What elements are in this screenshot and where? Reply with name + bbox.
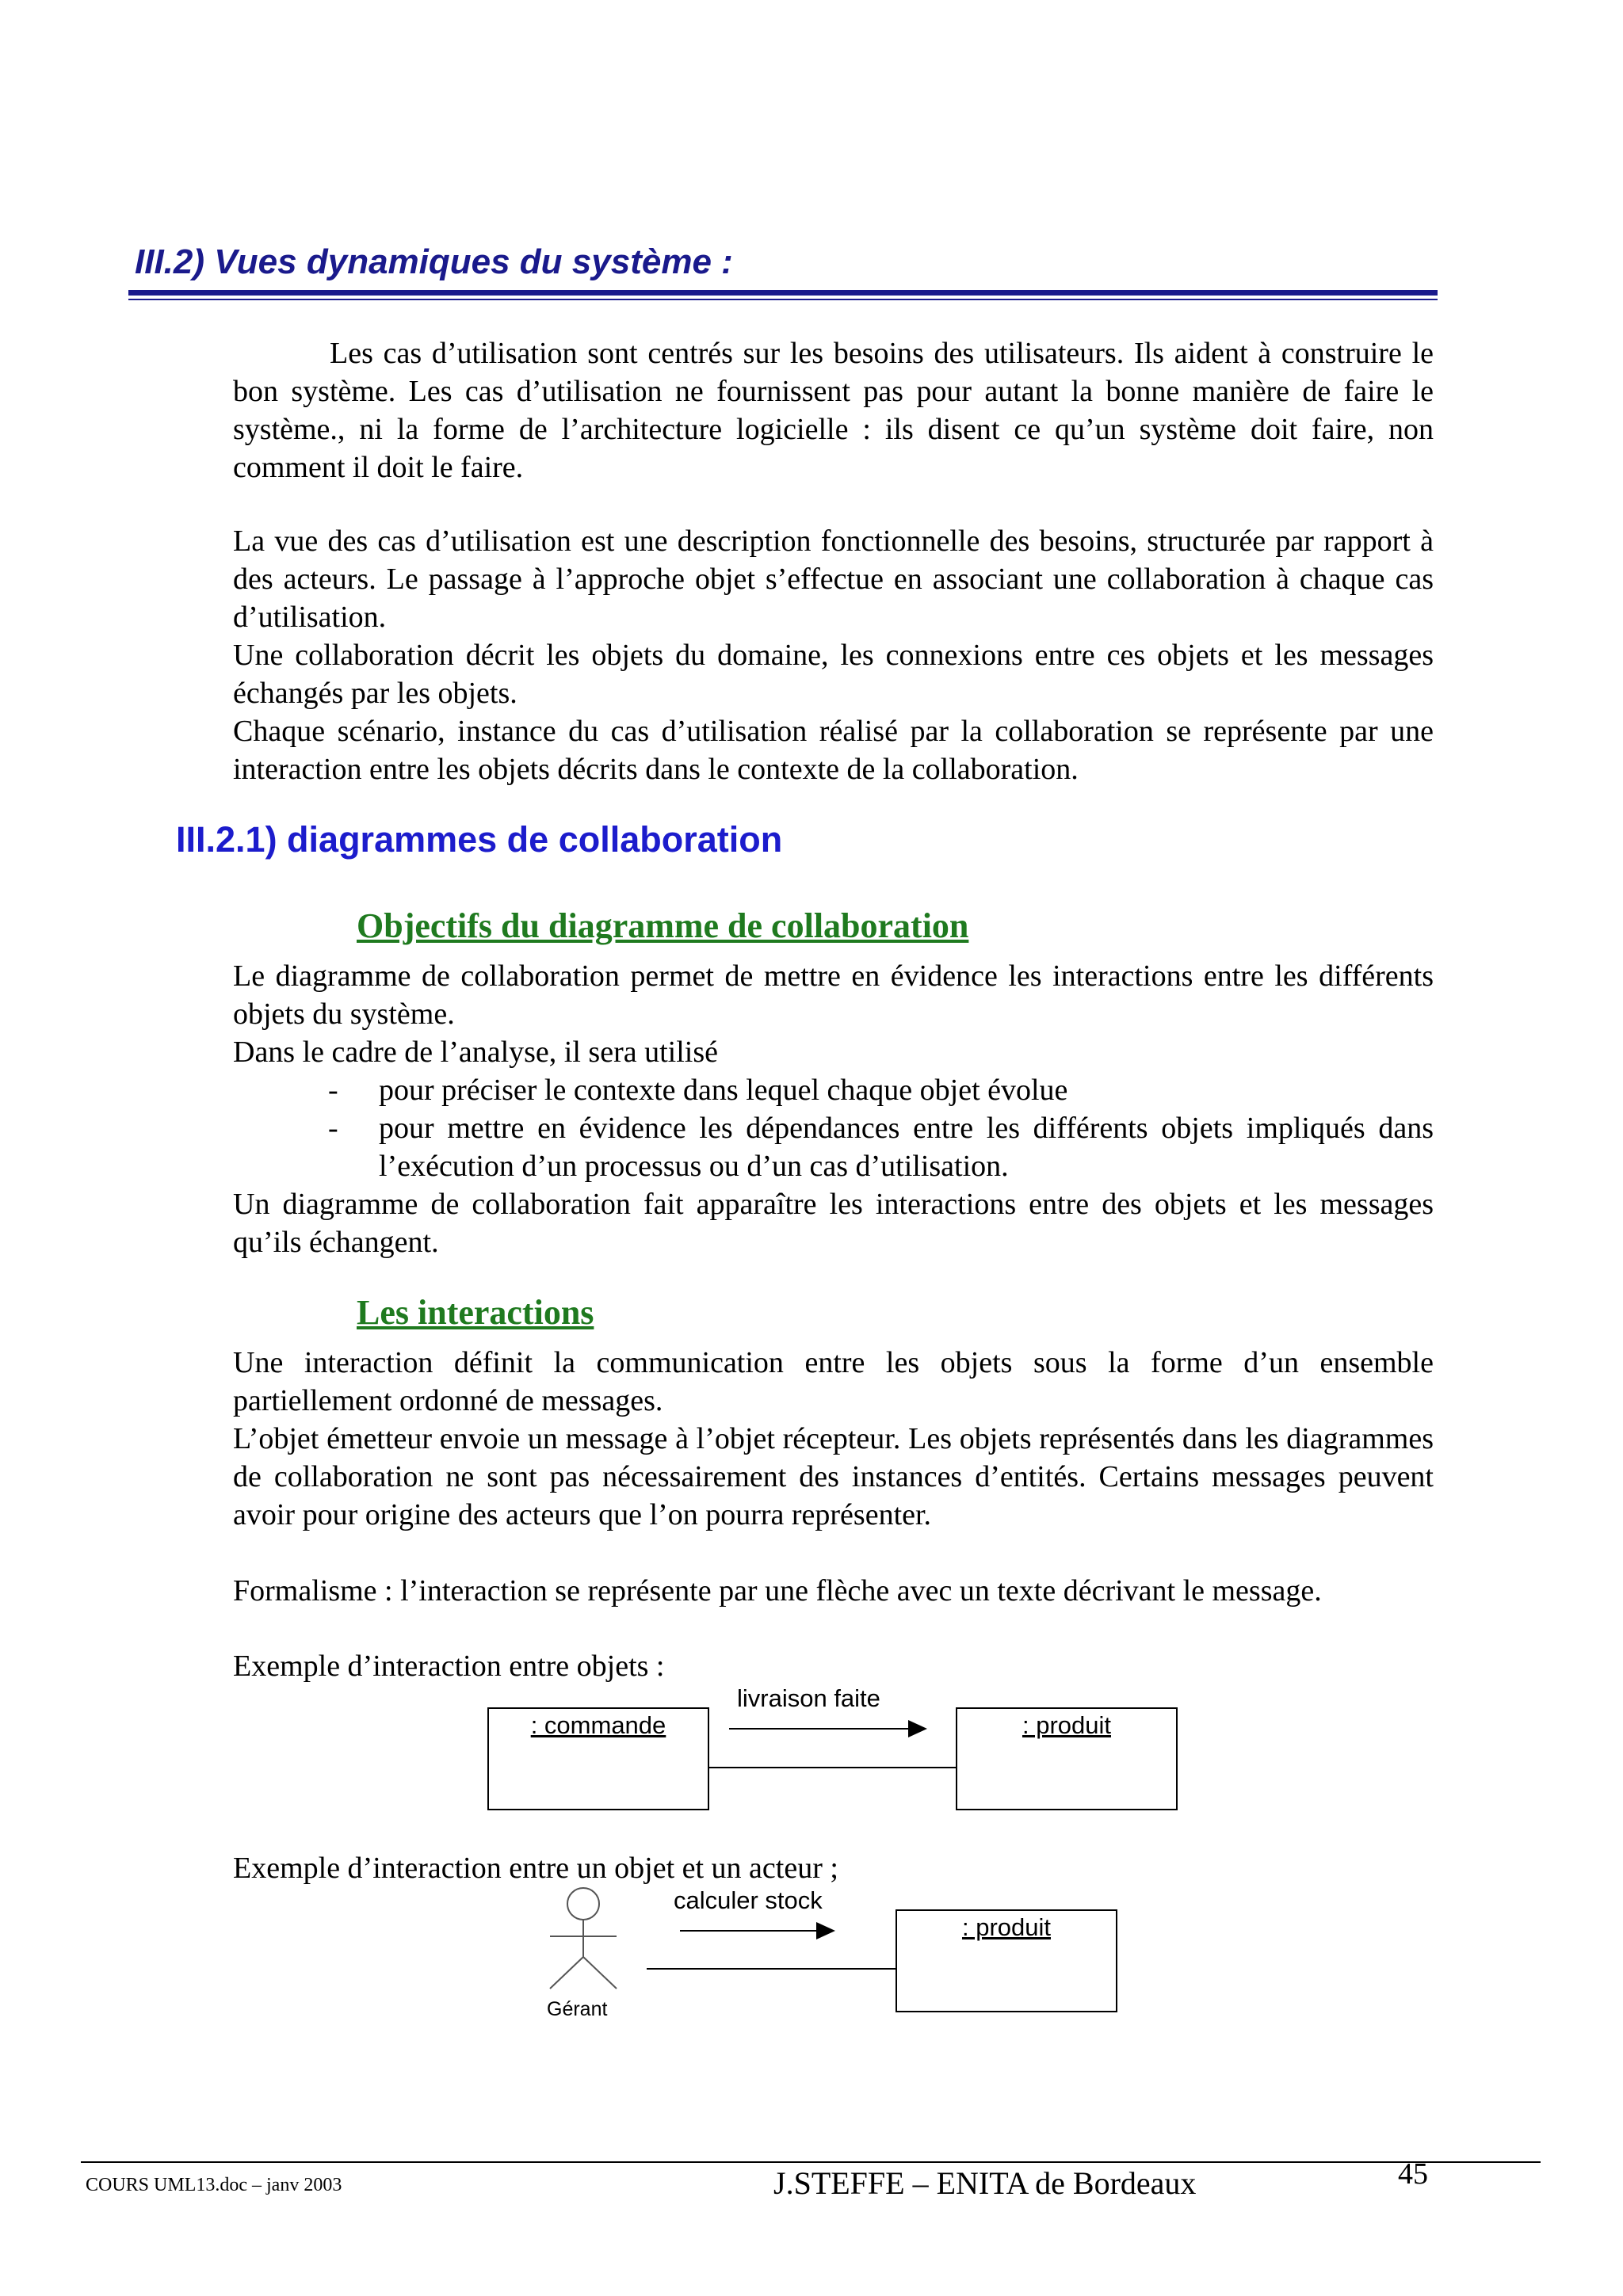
example2-text: Exemple d’interaction entre un objet et un acteur ; bbox=[233, 1852, 838, 1885]
objectifs-heading: Objectifs du diagramme de collaboration bbox=[357, 906, 969, 945]
intro-text-3: Une collaboration décrit les objets du domaine, les connexions entre ces objets et les messages échangés par les objets. bbox=[233, 639, 1434, 710]
list-item-text: pour préciser le contexte dans lequel chaque objet évolue bbox=[379, 1074, 1068, 1107]
formalisme-text: Formalisme : l’interaction se représente par une flèche avec un texte décrivant le message. bbox=[233, 1574, 1322, 1608]
objectifs-text-1: Le diagramme de collaboration permet de mettre en évidence les interactions entre les différents objets du système. bbox=[233, 959, 1434, 1031]
section-title: III.2) Vues dynamiques du système : bbox=[135, 242, 733, 281]
actor-icon bbox=[550, 1888, 617, 1989]
interactions-text-2: L’objet émetteur envoie un message à l’objet récepteur. Les objets représentés dans les diagrammes de collaboration ne sont pas nécessairement des instances d’entités. Certains messages peuvent avoir pour origine des acteurs que l’on pourra représenter. bbox=[233, 1422, 1434, 1531]
object-name-produit: : produit bbox=[961, 1913, 1051, 1941]
page-number: 45 bbox=[1398, 2157, 1428, 2191]
objectifs-text-3: Un diagramme de collaboration fait apparaître les interactions entre des objets et les messages qu’ils échangent. bbox=[233, 1188, 1434, 1259]
actor-name: Gérant bbox=[547, 1998, 608, 2020]
intro-text-1: Les cas d’utilisation sont centrés sur les besoins des utilisateurs. Ils aident à construire le bon système. Les cas d’utilisation ne fournissent pas pour autant la bonne manière de faire le système., ni la forme de l’architecture logicielle : ils disent ce qu’un système doit faire, non comment il doit le faire. bbox=[233, 337, 1434, 484]
message-label: livraison faite bbox=[737, 1684, 880, 1712]
subsection-title: III.2.1) diagrammes de collaboration bbox=[176, 819, 783, 860]
bullet-dash: - bbox=[328, 1074, 338, 1107]
intro-text-2: La vue des cas d’utilisation est une description fonctionnelle des besoins, structurée par rapport à des acteurs. Le passage à l’approche objet s’effectue en associant une collaboration à chaque cas d’utilisation. bbox=[233, 524, 1434, 634]
bullet-dash: - bbox=[328, 1112, 338, 1145]
interactions-text-1: Une interaction définit la communication entre les objets sous la forme d’un ensemble partiellement ordonné de messages. bbox=[233, 1346, 1434, 1417]
example1-text: Exemple d’interaction entre objets : bbox=[233, 1650, 665, 1683]
objectifs-text-2: Dans le cadre de l’analyse, il sera utilisé bbox=[233, 1035, 718, 1069]
object-box-produit bbox=[896, 1909, 1117, 2012]
footer-rule bbox=[81, 2161, 1541, 2163]
footer-document-info: COURS UML13.doc – janv 2003 bbox=[86, 2175, 342, 2195]
interactions-heading: Les interactions bbox=[357, 1293, 594, 1332]
message-label: calculer stock bbox=[674, 1886, 823, 1914]
intro-text-4: Chaque scénario, instance du cas d’utilisation réalisé par la collaboration se représente par une interaction entre les objets décrits dans le contexte de la collaboration. bbox=[233, 715, 1434, 786]
footer-author: J.STEFFE – ENITA de Bordeaux bbox=[773, 2165, 1197, 2201]
object-name-commande: : commande bbox=[530, 1711, 666, 1739]
object-name-produit: : produit bbox=[1022, 1711, 1111, 1739]
list-item-text: pour mettre en évidence les dépendances entre les différents objets impliqués dans l’exécution d’un processus ou d’un cas d’utilisation. bbox=[379, 1112, 1434, 1183]
message-arrowhead bbox=[816, 1922, 835, 1939]
